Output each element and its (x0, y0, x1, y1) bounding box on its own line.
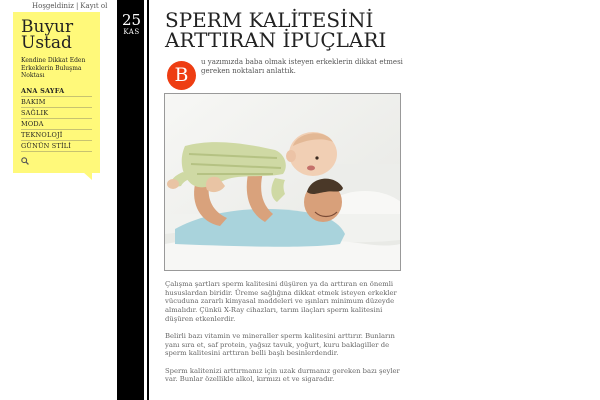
post-paragraph: Çalışma şartları sperm kalitesini düşüren ya da arttıran en önemli hususlardan biridir. Üreme sağlığına dikkat etmek isteyen erkekler vücuduna zararlı kimyasal maddeleri ve ışınları minimum düzeyde almalıdır. Çünkü X-Ray cihazları, tarım ilaçları sperm kalitesini düşüren etkenlerdir. (165, 280, 397, 323)
site-title-line1[interactable]: Buyur (21, 17, 74, 37)
nav-item-moda[interactable]: MODA (21, 119, 92, 130)
main-nav (21, 86, 92, 152)
post-body (165, 280, 408, 393)
site-title-line2[interactable]: Ustad (21, 33, 72, 53)
nav-item-bakim[interactable]: BAKIM (21, 97, 92, 108)
post-title[interactable]: SPERM KALİTESİNİ ARTTIRAN İPUÇLARI (165, 8, 387, 52)
sidebar (13, 12, 100, 173)
nav-item-gunun-stili[interactable]: GÜNÜN STİLİ (21, 141, 92, 152)
post-image (164, 93, 401, 271)
column-edge (147, 0, 149, 400)
post-paragraph: Sperm kalitenizi arttırmanız için uzak durmanız gereken bazı şeyler var. Bunlar özellikle alkol, kırmızı et ve sigaradır. (165, 366, 400, 384)
post-date (119, 13, 144, 36)
post-paragraph: Belirli bazı vitamin ve mineraller sperm kalitesini arttırır. Bunların yanı sıra et, saf protein, yağsız tavuk, yoğurt, kuru baklagiller de sperm kalitesini arttıran belli başlı besinlerdendir. (165, 332, 395, 358)
date-column (117, 0, 144, 400)
topbar-separator: | (75, 2, 79, 10)
top-user-bar (32, 2, 107, 10)
post-intro: u yazımızda baba olmak isteyen erkeklerin dikkat etmesi gereken noktaları anlattık. (201, 58, 403, 75)
nav-item-teknoloji[interactable]: TEKNOLOJİ (21, 130, 92, 141)
site-description: Kendine Dikkat Eden Erkeklerin Buluşma Noktası (21, 57, 86, 79)
register-link[interactable]: Kayıt ol (80, 2, 108, 10)
welcome-link[interactable]: Hoşgeldiniz (32, 2, 74, 10)
nav-item-home[interactable]: ANA SAYFA (21, 86, 92, 97)
nav-item-saglik[interactable]: SAĞLIK (21, 108, 92, 119)
post-date-month: KAS (123, 28, 140, 36)
dropcap: B (167, 61, 196, 90)
search-icon[interactable] (21, 157, 92, 167)
post-date-day: 25 (121, 11, 142, 29)
site-title[interactable] (21, 19, 92, 51)
